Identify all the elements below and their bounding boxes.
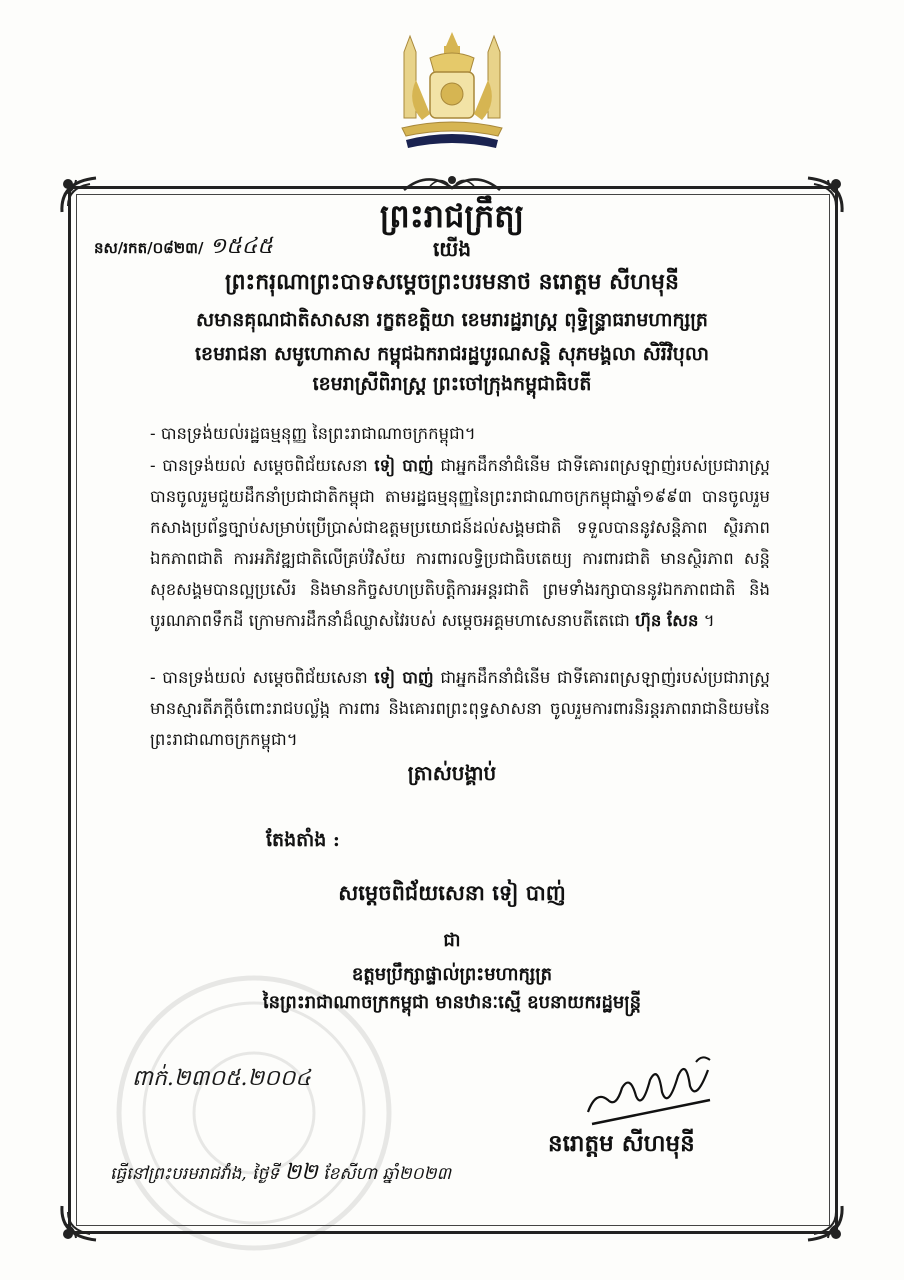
top-ornament-icon [400, 168, 504, 194]
p3-text-b: ជាអ្នកដឹកនាំជំនើម ជាទីគោរពស្រឡាញ់របស់ប្រជារាស្ត្រ មានស្មារតីភក្តីចំពោះរាជបល្ល័ង្ក ការពារ និងគោរពព្រះពុទ្ធសាសនា ចូលរួមការពារនិរន្តរភាពរាជានិយមនៃព្រះរាជាណាចក្រកម្ពុជា។ [150, 668, 770, 749]
corner-ornament-icon [802, 1200, 848, 1246]
p2-name-2: ហ៊ុន សែន [635, 611, 699, 630]
we-heading: យើង [432, 237, 472, 261]
royal-title-line-3: ខេមរាជនា សមូហោភាស កម្ពុជឯករាជរដ្ឋបូរណសន្តិ សុភមង្គលា សិរីវិបុលា [195, 343, 709, 365]
position-line-1: ឧត្តមប្រឹក្សាផ្ទាល់ព្រះមហាក្សត្រ [351, 964, 553, 985]
royal-signature-icon [578, 1050, 728, 1130]
decree-title: ព្រះរាជក្រឹត្យ [379, 197, 525, 235]
decree-order-label: ត្រាស់បង្គាប់ [407, 761, 497, 785]
preamble-paragraph-1: - បានទ្រង់យល់រដ្ឋធម្មនុញ្ញ នៃព្រះរាជាណាចក្រកម្ពុជា។ [150, 424, 476, 443]
as-label: ជា [443, 930, 461, 951]
royal-arms-emblem-icon [382, 28, 522, 158]
p2-text-b: ជាអ្នកដឹកនាំជំនើម ជាទីគោរពស្រឡាញ់របស់ប្រជារាស្ត្រ បានចូលរួមជួយដឹកនាំប្រជាជាតិកម្ពុជា តាមរដ្ឋធម្មនុញ្ញនៃព្រះរាជាណាចក្រកម្ពុជាឆ្នាំ១៩៩៣ បានចូលរួមកសាងប្រព័ន្ធច្បាប់សម្រាប់ប្រើប្រាស់ជាឧត្តមប្រយោជន៍ដល់សង្គមជាតិ ទទួលបាននូវសន្តិភាព ស្ថិរភាព ឯកភាពជាតិ ការអភិវឌ្ឍជាតិលើគ្រប់វិស័យ ការពារលទ្ធិប្រជាធិបតេយ្យ ការពារជាតិ មានស្ថិរភាព សន្តិសុខសង្គមបានល្អប្រសើរ និងមានកិច្ចសហប្រតិបត្តិការអន្តរជាតិ ព្រមទាំងរក្សាបាននូវឯកភាពជាតិ និងបូរណភាពទឹកដី ក្រោមការដឹកនាំដ៏ឈ្លាសវៃរបស់ សម្តេចអគ្គមហាសេនាបតីតេជោ [150, 456, 770, 630]
p2-text-a: - បានទ្រង់យល់ សម្តេចពិជ័យសេនា [150, 456, 375, 475]
position-line-2: នៃព្រះរាជាណាចក្រកម្ពុជា មានឋានៈស្មើ ឧបនាយករដ្ឋមន្ត្រី [262, 992, 642, 1013]
place-text-b: ខែសីហា ឆ្នាំ២០២៣ [317, 1164, 451, 1184]
king-name-line: ព្រះករុណាព្រះបាទសម្តេចព្រះបរមនាថ នរោត្តម សីហមុនី [225, 269, 679, 295]
place-day: ២២ [284, 1160, 318, 1185]
p2-text-end: ។ [698, 611, 715, 630]
appoint-label: តែងតាំង : [266, 829, 340, 851]
signer-name: នរោត្តម សីហមុនី [548, 1130, 695, 1157]
preamble-paragraph-2 [150, 450, 770, 636]
registration-handwritten: ពាក់.២៣០៥.២០០៤ [132, 1066, 311, 1091]
place-date-line [110, 1158, 451, 1190]
appointee-name: សម្តេចពិជ័យសេនា ទៀ បាញ់ [338, 880, 566, 905]
royal-title-line-4: ខេមរាស្រីពិរាស្ត្រ ព្រះចៅក្រុងកម្ពុជាធិបតី [312, 373, 592, 395]
corner-ornament-icon [56, 1200, 102, 1246]
royal-title-line-2: សមានគុណជាតិសាសនា រក្ខតខត្តិយា ខេមរារដ្ឋរាស្ត្រ ពុទ្ធិន្ទ្រាធរាមហាក្សត្រ [196, 309, 708, 331]
p2-name: ទៀ បាញ់ [374, 456, 434, 475]
p3-text-a: - បានទ្រង់យល់ សម្តេចពិជ័យសេនា [150, 668, 375, 687]
reference-printed: នស/រកត/០៨២៣/ [94, 239, 204, 257]
preamble-paragraph-3 [150, 662, 770, 755]
reference-handwritten: ១៥៤៥ [209, 234, 273, 259]
p3-name: ទៀ បាញ់ [374, 668, 434, 687]
place-text-a: ធ្វើនៅព្រះបរមរាជវាំង, ថ្ងៃទី [110, 1164, 285, 1184]
